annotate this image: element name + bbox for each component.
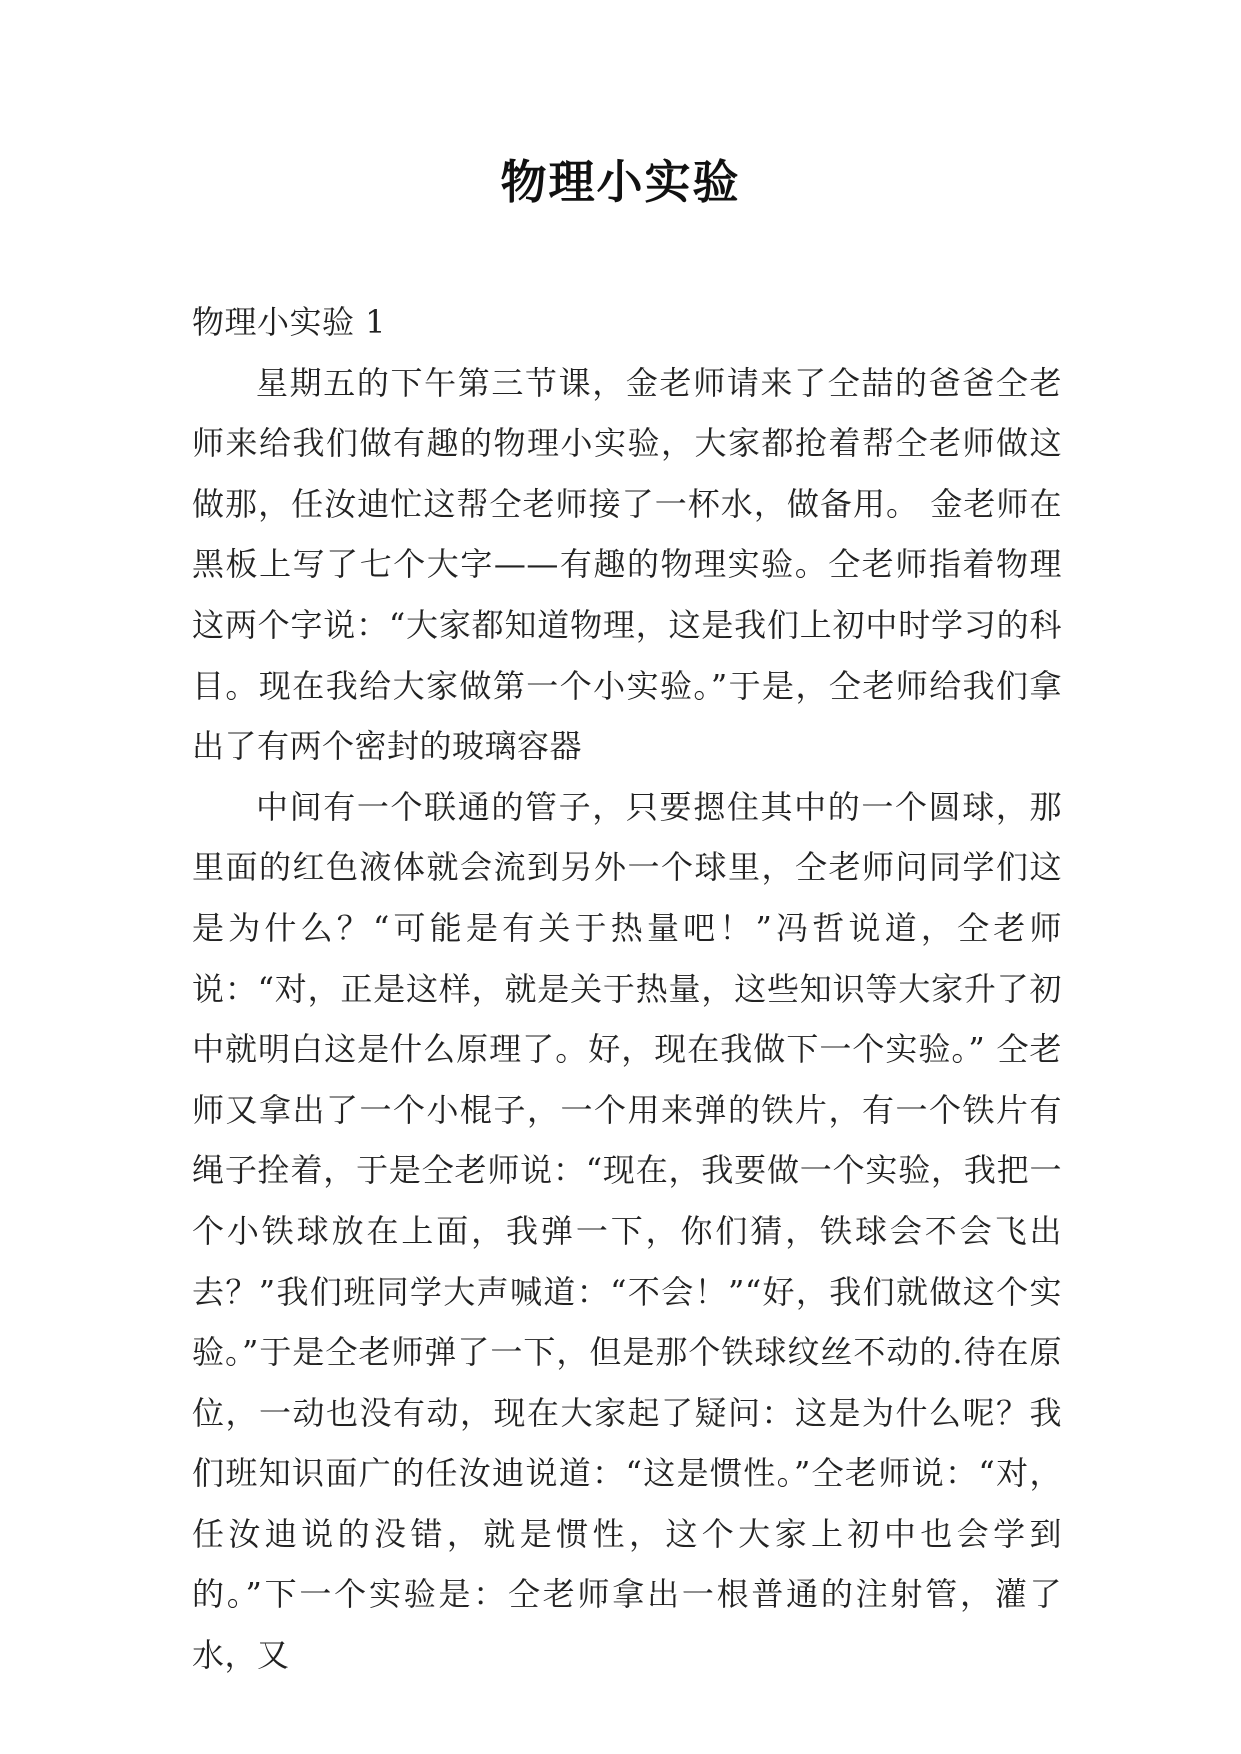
body-paragraph-2: 中间有一个联通的管子，只要摁住其中的一个圆球，那里面的红色液体就会流到另外一个球里，仝老师问同学们这是为什么？“可能是有关于热量吧！”冯哲说道，仝老师说：“对，正是这样，就是关于热量，这些知识等大家升了初中就明白这是什么原理了。好，现在我做下一个实验。” 仝老师又拿出了一个小棍子，一个用来弹的铁片，有一个铁片有绳子拴着，于是仝老师说：“现在，我要做一个实验，我把一个小铁球放在上面，我弹一下，你们猜，铁球会不会飞出去？”我们班同学大声喊道：“不会！”“好，我们就做这个实验。”于是仝老师弹了一下，但是那个铁球纹丝不动的.待在原位，一动也没有动，现在大家起了疑问：这是为什么呢？我们班知识面广的任汝迪说道：“这是惯性。”仝老师说：“对，任汝迪说的没错，就是惯性，这个大家上初中也会学到的。”下一个实验是：仝老师拿出一根普通的注射管，灌了水，又 (192, 787, 1062, 1675)
document-title: 物理小实验 (500, 155, 741, 209)
body-paragraph-1: 星期五的下午第三节课，金老师请来了仝喆的爸爸仝老师来给我们做有趣的物理小实验，大家都抢着帮仝老师做这做那，任汝迪忙这帮仝老师接了一杯水，做备用。 金老师在黑板上写了七个大字——有趣的物理实验。仝老师指着物理这两个字说：“大家都知道物理，这是我们上初中时学习的科目。现在我给大家做第一个小实验。”于是，仝老师给我们拿出了有两个密封的玻璃容器 (192, 363, 1062, 766)
document-body (192, 292, 1062, 1686)
section-heading: 物理小实验 1 (192, 303, 387, 341)
